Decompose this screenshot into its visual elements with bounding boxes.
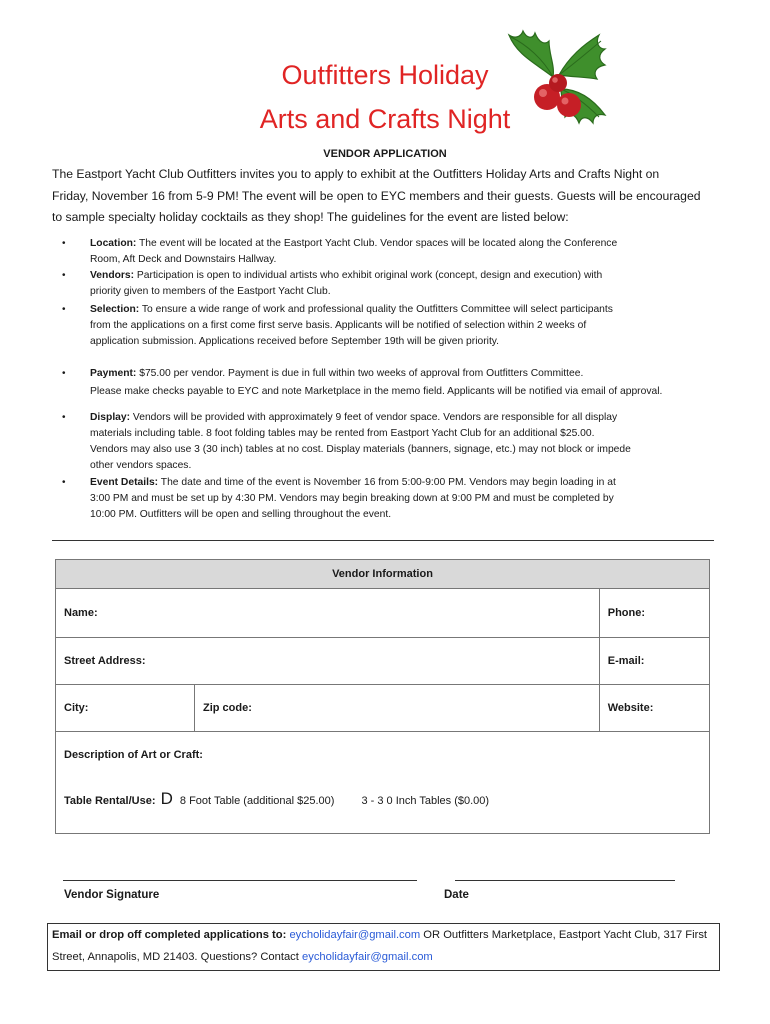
name-field[interactable]: Name:	[56, 589, 600, 638]
table-rental-label: Table Rental/Use:	[64, 794, 156, 807]
payment-label: Payment:	[90, 368, 137, 379]
bullet: •	[62, 477, 66, 488]
holly-icon	[495, 15, 615, 145]
date-line[interactable]	[455, 880, 675, 881]
vendor-information-table	[55, 559, 710, 834]
title-line-1: Outfitters Holiday	[281, 60, 489, 90]
phone-field[interactable]: Phone:	[599, 589, 709, 638]
location-label: Location:	[90, 238, 137, 249]
bullet: •	[62, 304, 66, 315]
berry-2	[557, 93, 581, 117]
table-30in-option: 3 - 3 0 Inch Tables ($0.00)	[361, 794, 490, 807]
holly-leaf-left	[509, 31, 553, 77]
bullet: •	[62, 238, 66, 249]
submission-instructions: Email or drop off completed applications to: eycholidayfair@gmail.com OR Outfitters Marketplace, Eastport Yacht Club, 317 First Street, Annapolis, MD 21403. Questions? Contact eycholidayfair@gmail.com	[47, 923, 720, 971]
street-address-field[interactable]: Street Address:	[56, 638, 600, 685]
intro-paragraph	[52, 164, 732, 229]
zip-code-field[interactable]: Zip code:	[195, 685, 600, 732]
title-line-2: Arts and Crafts Night	[259, 104, 511, 134]
date-label: Date	[444, 889, 469, 901]
selection-label: Selection:	[90, 304, 140, 315]
section-divider	[52, 540, 714, 541]
holly-leaf-right	[559, 35, 605, 79]
intro-line: Friday, November 16 from 5-9 PM! The event will be open to EYC members and their guests. Guests will be encouraged	[52, 188, 701, 203]
bullet: •	[62, 412, 66, 423]
bullet: •	[62, 368, 66, 379]
subtitle: VENDOR APPLICATION	[323, 148, 447, 160]
vendor-signature-label: Vendor Signature	[64, 889, 160, 901]
table-rental-row	[56, 779, 710, 834]
email-field[interactable]: E-mail:	[599, 638, 709, 685]
vendor-signature-line[interactable]	[63, 880, 417, 881]
city-field[interactable]: City:	[56, 685, 195, 732]
website-field[interactable]: Website:	[599, 685, 709, 732]
submission-prefix: Email or drop off completed applications to:	[52, 929, 290, 941]
vendor-information-header: Vendor Information	[56, 560, 710, 589]
table-8ft-option: 8 Foot Table (additional $25.00)	[179, 794, 335, 807]
intro-line: to sample specialty holiday cocktails as they shop! The guidelines for the event are listed below:	[52, 210, 569, 224]
vendors-label: Vendors:	[90, 270, 135, 281]
event-details-label: Event Details:	[90, 477, 159, 488]
intro-line: The Eastport Yacht Club Outfitters invites you to apply to exhibit at the Outfitters Holiday Arts and Crafts Night on	[52, 167, 660, 181]
bullet: •	[62, 270, 66, 281]
email-link-1[interactable]: eycholidayfair@gmail.com	[289, 929, 421, 941]
description-field[interactable]: Description of Art or Craft:	[56, 732, 710, 779]
berry-3	[549, 74, 567, 92]
table-8ft-checkbox[interactable]: D	[160, 788, 173, 808]
display-label: Display:	[90, 412, 131, 423]
email-link-2[interactable]: eycholidayfair@gmail.com	[302, 951, 433, 963]
